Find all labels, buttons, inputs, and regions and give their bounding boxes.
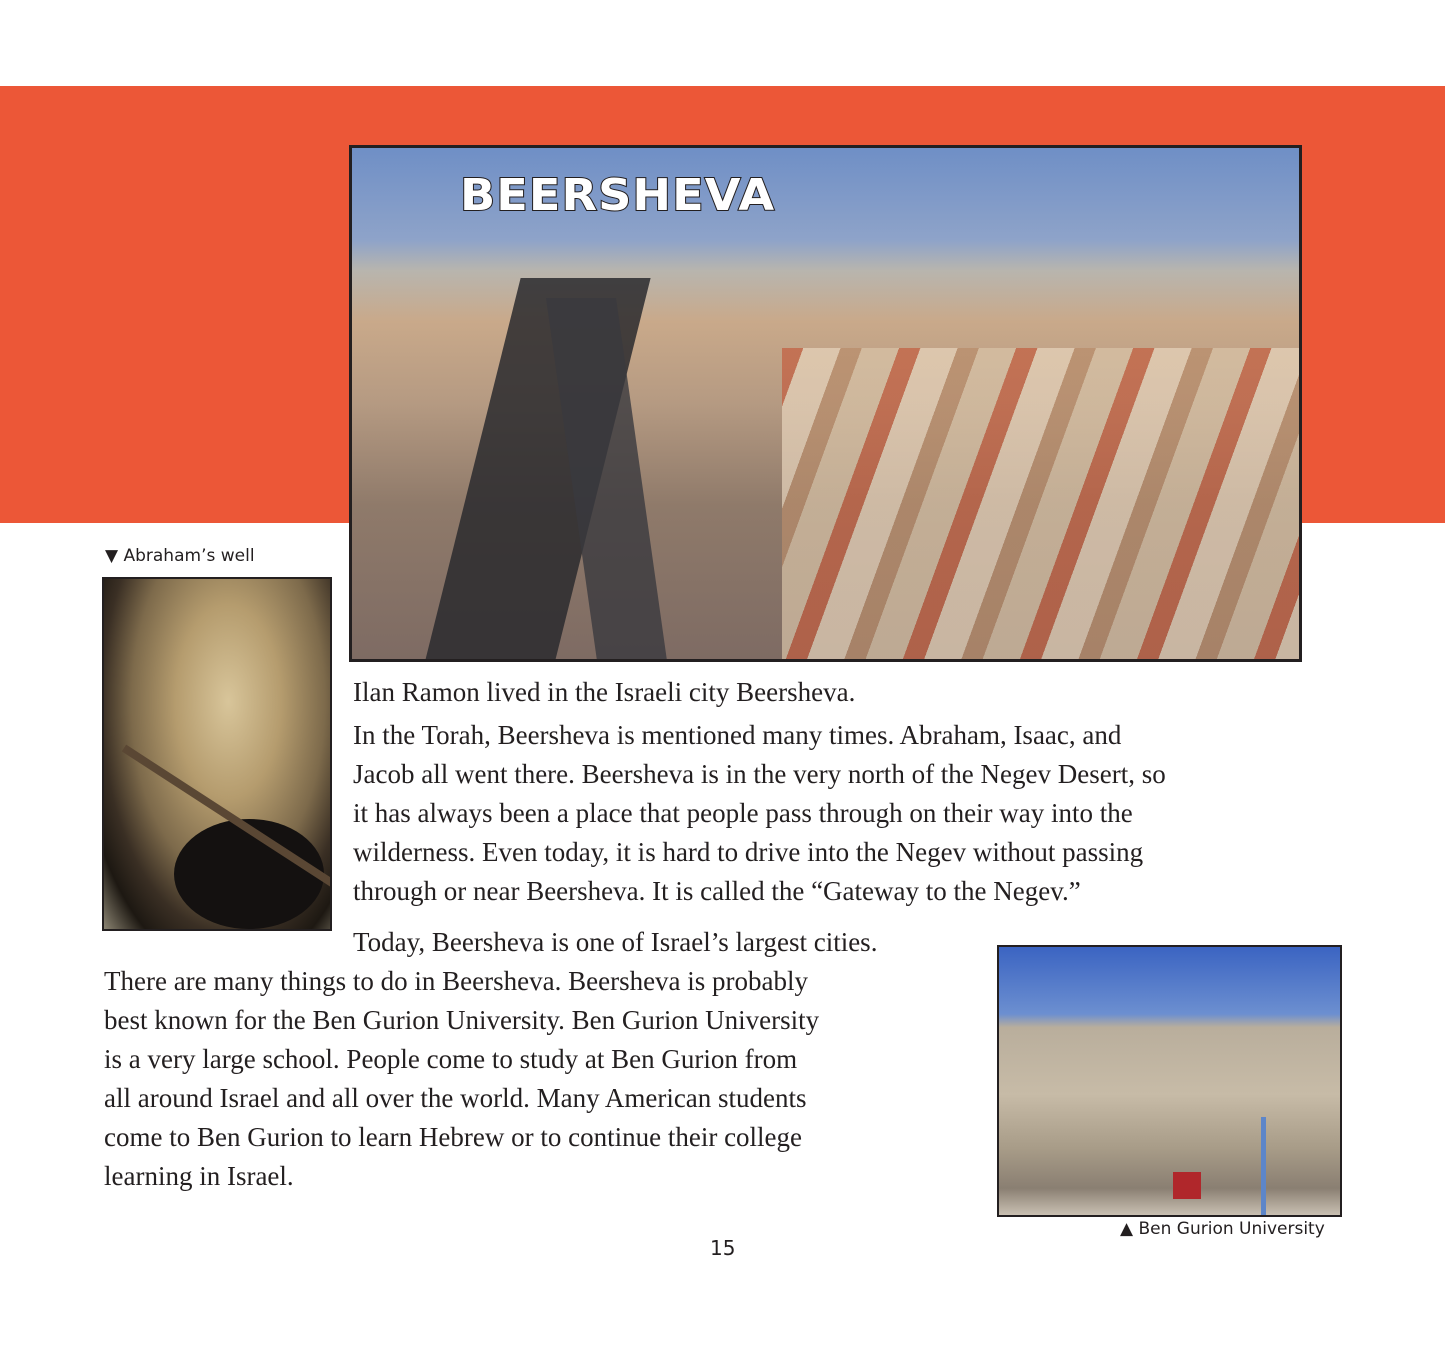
paragraph-intro: Ilan Ramon lived in the Israeli city Beersheva.: [353, 677, 856, 707]
text-line: best known for the Ben Gurion University. Ben Gurion University: [104, 1005, 820, 1035]
photo-well-hole-shape: [174, 819, 324, 929]
paragraph-torah: [353, 716, 1166, 911]
photo-door-shape: [1173, 1172, 1201, 1199]
page-number: 15: [710, 1236, 736, 1260]
text-line: is a very large school. People come to study at Ben Gurion from: [104, 1044, 798, 1074]
beersheva-aerial-photo: [349, 145, 1302, 662]
university-caption-text: Ben Gurion University: [1138, 1219, 1325, 1239]
text-line: Jacob all went there. Beersheva is in the very north of the Negev Desert, so: [353, 759, 1166, 789]
paragraph-today: [104, 923, 877, 1196]
text-line: There are many things to do in Beersheva. Beersheva is probably: [104, 966, 809, 996]
university-caption: [1120, 1219, 1325, 1239]
photo-buildings-shape: [782, 348, 1302, 662]
well-caption: [105, 546, 255, 566]
abrahams-well-photo: [102, 577, 332, 931]
text-line: In the Torah, Beersheva is mentioned many times. Abraham, Isaac, and: [353, 720, 1122, 750]
text-line: come to Ben Gurion to learn Hebrew or to continue their college: [104, 1122, 803, 1152]
text-line: through or near Beersheva. It is called the “Gateway to the Negev.”: [353, 876, 1081, 906]
text-line: learning in Israel.: [104, 1161, 294, 1191]
triangle-down-icon: ▼: [105, 546, 119, 566]
triangle-up-icon: ▲: [1120, 1219, 1134, 1239]
well-caption-text: Abraham’s well: [123, 546, 255, 566]
text-line: wilderness. Even today, it is hard to drive into the Negev without passing: [353, 837, 1144, 867]
photo-lamp-post-shape: [1261, 1117, 1266, 1217]
text-line: it has always been a place that people pass through on their way into the: [353, 798, 1133, 828]
text-line: all around Israel and all over the world. Many American students: [104, 1083, 807, 1113]
page-title: BEERSHEVA: [460, 170, 776, 221]
ben-gurion-university-photo: [997, 945, 1342, 1217]
text-line: Today, Beersheva is one of Israel’s largest cities.: [353, 927, 878, 957]
